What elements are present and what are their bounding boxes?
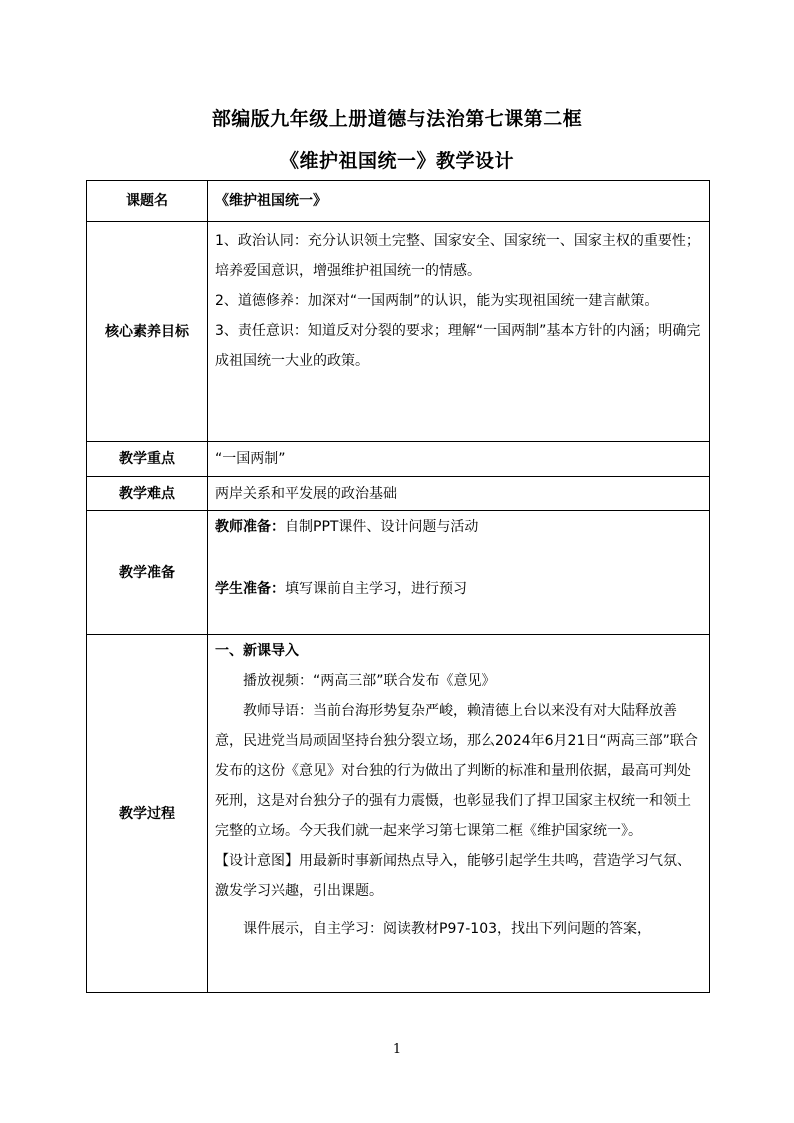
table-row-preparation: [87, 511, 710, 635]
process-courseware: 课件展示，自主学习：阅读教材P97-103，找出下列问题的答案，: [243, 921, 652, 937]
topic-label: 课题名: [87, 181, 208, 222]
table-row-difficulty: [87, 477, 710, 511]
goal-item: 3、责任意识：知道反对分裂的要求；理解“一国两制”基本方针的内涵；明确完成祖国统一大业的政策。: [215, 323, 701, 369]
student-prep: [215, 574, 701, 604]
student-prep-label: 学生准备：: [215, 581, 285, 597]
topic-value: 《维护祖国统一》: [208, 181, 710, 222]
goal-item: 2、道德修养：加深对“一国两制”的认识，能为实现祖国统一建言献策。: [215, 293, 659, 309]
table-row-topic: [87, 181, 710, 222]
document-title-line1: 部编版九年级上册道德与法治第七课第二框: [211, 108, 583, 130]
teacher-prep-value: 自制PPT课件、设计问题与活动: [285, 519, 479, 535]
process-video: 播放视频：“两高三部”联合发布《意见》: [243, 673, 496, 689]
goals-label: 核心素养目标: [87, 222, 208, 442]
difficulty-value: 两岸关系和平发展的政治基础: [208, 477, 710, 511]
process-heading: 一、新课导入: [215, 643, 299, 659]
process-design-intent: 【设计意图】用最新时事新闻热点导入，能够引起学生共鸣，营造学习气氛、激发学习兴趣，引出课题。: [215, 853, 691, 899]
table-row-key-point: [87, 442, 710, 477]
key-point-label: 教学重点: [87, 442, 208, 477]
table-row-process: [87, 635, 710, 993]
teacher-prep: [215, 512, 701, 542]
lesson-plan-table: [86, 180, 710, 993]
process-content: [208, 635, 710, 993]
teacher-prep-label: 教师准备：: [215, 519, 285, 535]
goal-item: 1、政治认同：充分认识领土完整、国家安全、国家统一、国家主权的重要性；培养爱国意识，增强维护祖国统一的情感。: [215, 233, 700, 279]
key-point-value: “一国两制”: [208, 442, 710, 477]
table-row-goals: [87, 222, 710, 442]
student-prep-value: 填写课前自主学习，进行预习: [285, 581, 467, 597]
page-number: 1: [392, 1042, 402, 1057]
goals-content: [208, 222, 710, 442]
document-title-line2: 《维护祖国统一》教学设计: [279, 150, 514, 172]
difficulty-label: 教学难点: [87, 477, 208, 511]
process-intro: 教师导语：当前台海形势复杂严峻，赖清德上台以来没有对大陆释放善意，民进党当局顽固坚持台独分裂立场，那么2024年6月21日“两高三部”联合发布的这份《意见》对台独的行为做出了判断的标准和量刑依据，最高可判处死刑，这是对台独分子的强有力震慑，也彰显我们了捍卫国家主权统一和领土完整的立场。今天我们就一起来学习第七课第二框《维护国家统一》。: [215, 703, 698, 839]
preparation-label: 教学准备: [87, 511, 208, 635]
preparation-content: [208, 511, 710, 635]
process-label: 教学过程: [87, 635, 208, 993]
